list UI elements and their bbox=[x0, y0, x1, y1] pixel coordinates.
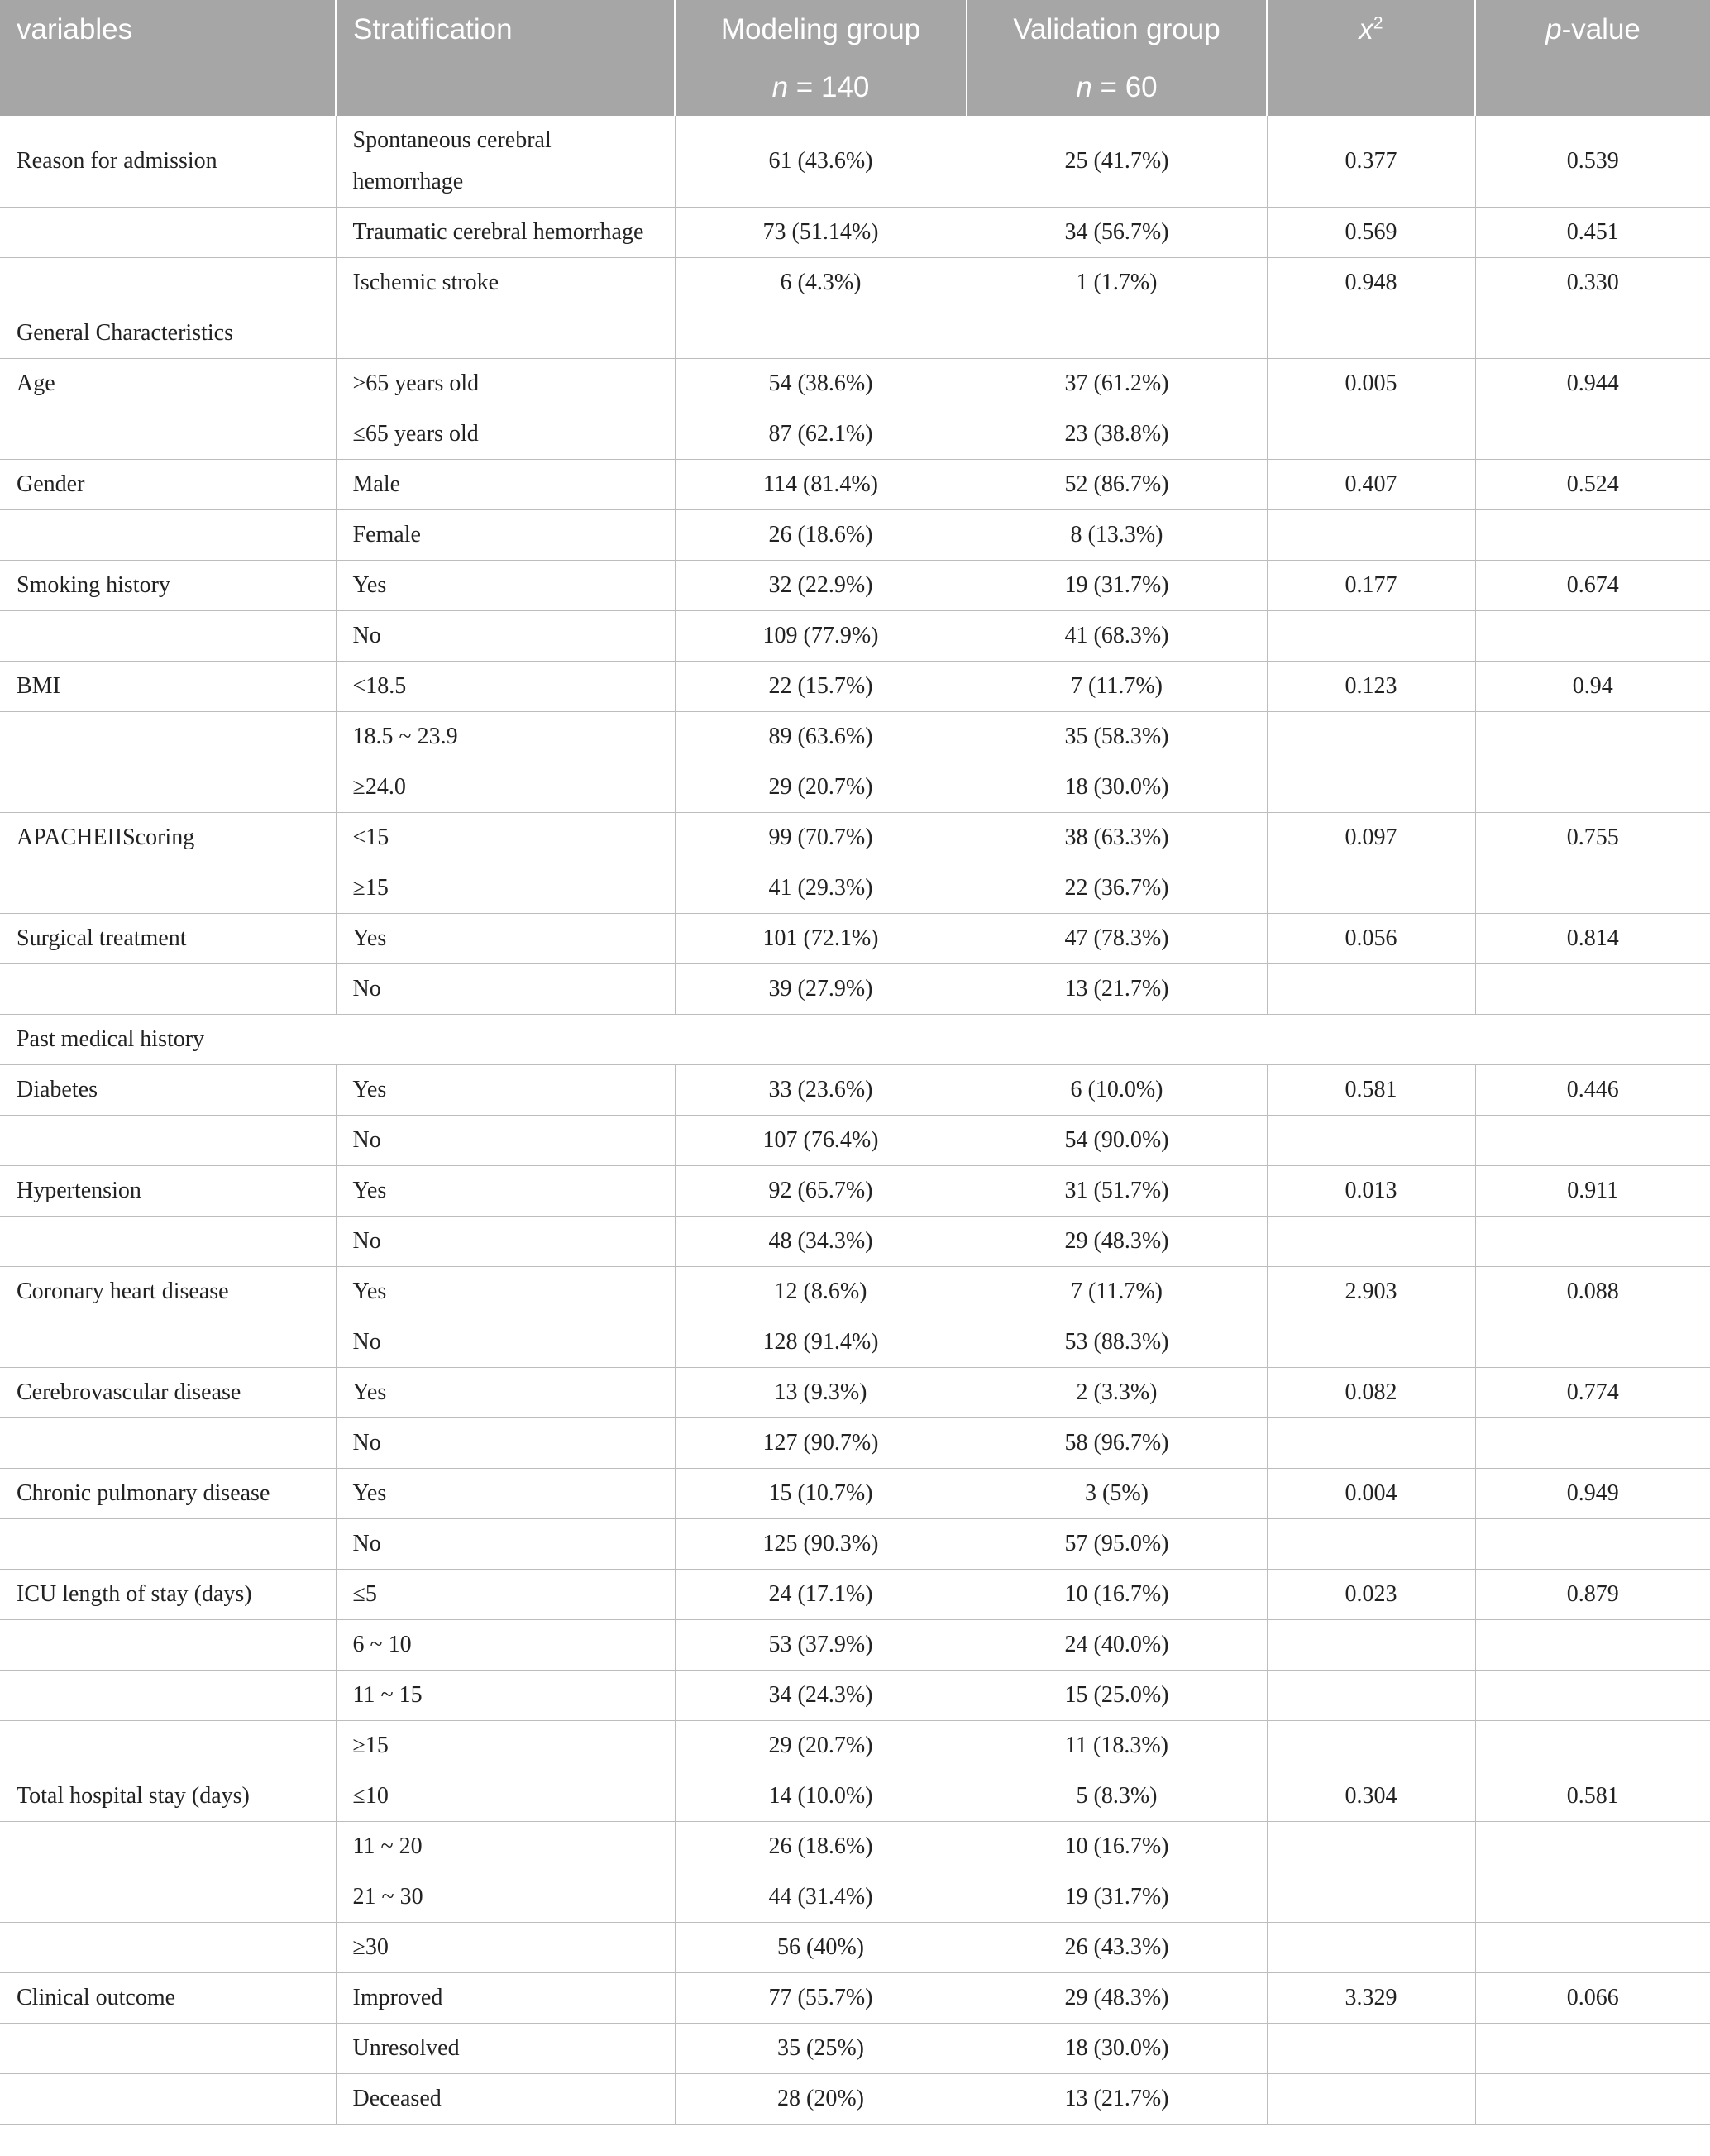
cell-validation: 7 (11.7%) bbox=[967, 1266, 1267, 1317]
cell-chi2: 0.013 bbox=[1267, 1165, 1475, 1216]
cell-stratification: ≤10 bbox=[336, 1771, 675, 1821]
cell-validation: 5 (8.3%) bbox=[967, 1771, 1267, 1821]
table-row bbox=[0, 116, 1710, 207]
cell-modeling: 34 (24.3%) bbox=[675, 1670, 967, 1720]
cell-validation: 15 (25.0%) bbox=[967, 1670, 1267, 1720]
cell-chi2 bbox=[1267, 509, 1475, 560]
cell-modeling: 125 (90.3%) bbox=[675, 1518, 967, 1569]
cell-stratification: No bbox=[336, 1115, 675, 1165]
cell-variable bbox=[0, 257, 336, 308]
cell-stratification: 6 ~ 10 bbox=[336, 1619, 675, 1670]
cell-p-value: 0.911 bbox=[1475, 1165, 1710, 1216]
table-row bbox=[0, 1165, 1710, 1216]
cell-modeling: 24 (17.1%) bbox=[675, 1569, 967, 1619]
cell-variable: General Characteristics bbox=[0, 308, 336, 358]
table-row bbox=[0, 257, 1710, 308]
cell-validation: 31 (51.7%) bbox=[967, 1165, 1267, 1216]
cell-chi2: 0.082 bbox=[1267, 1367, 1475, 1417]
cell-variable: Coronary heart disease bbox=[0, 1266, 336, 1317]
cell-stratification: 21 ~ 30 bbox=[336, 1872, 675, 1922]
cell-validation: 22 (36.7%) bbox=[967, 863, 1267, 913]
table-row bbox=[0, 1064, 1710, 1115]
cell-modeling: 44 (31.4%) bbox=[675, 1872, 967, 1922]
cell-stratification: 11 ~ 20 bbox=[336, 1821, 675, 1872]
cell-variable: APACHEIIScoring bbox=[0, 812, 336, 863]
table-row bbox=[0, 913, 1710, 963]
cell-modeling: 99 (70.7%) bbox=[675, 812, 967, 863]
cell-stratification: Unresolved bbox=[336, 2023, 675, 2073]
cell-stratification: Improved bbox=[336, 1972, 675, 2023]
cell-stratification: Yes bbox=[336, 913, 675, 963]
cell-validation: 53 (88.3%) bbox=[967, 1317, 1267, 1367]
cell-variable: Reason for admission bbox=[0, 116, 336, 207]
validation-n-letter: n bbox=[1076, 71, 1092, 104]
cell-validation: 52 (86.7%) bbox=[967, 459, 1267, 509]
header-n-empty-3 bbox=[1267, 60, 1475, 116]
cell-validation: 41 (68.3%) bbox=[967, 610, 1267, 661]
cell-p-value: 0.94 bbox=[1475, 661, 1710, 711]
cell-stratification: ≤5 bbox=[336, 1569, 675, 1619]
modeling-n-letter: n bbox=[771, 71, 789, 104]
cell-p-value: 0.774 bbox=[1475, 1367, 1710, 1417]
cell-validation: 37 (61.2%) bbox=[967, 358, 1267, 409]
cell-variable: ICU length of stay (days) bbox=[0, 1569, 336, 1619]
header-n-empty-4 bbox=[1475, 60, 1710, 116]
table-row bbox=[0, 863, 1710, 913]
cell-modeling: 35 (25%) bbox=[675, 2023, 967, 2073]
cell-stratification: Yes bbox=[336, 1367, 675, 1417]
cell-stratification: No bbox=[336, 963, 675, 1014]
cell-section-title: Past medical history bbox=[0, 1014, 1710, 1064]
cell-stratification: No bbox=[336, 610, 675, 661]
cell-variable bbox=[0, 1317, 336, 1367]
cell-validation: 47 (78.3%) bbox=[967, 913, 1267, 963]
cell-p-value: 0.949 bbox=[1475, 1468, 1710, 1518]
cell-p-value bbox=[1475, 2073, 1710, 2124]
cell-validation: 25 (41.7%) bbox=[967, 116, 1267, 207]
cell-p-value bbox=[1475, 308, 1710, 358]
cell-p-value bbox=[1475, 610, 1710, 661]
cell-stratification: Ischemic stroke bbox=[336, 257, 675, 308]
table-row bbox=[0, 1518, 1710, 1569]
table-row bbox=[0, 308, 1710, 358]
cell-validation: 13 (21.7%) bbox=[967, 963, 1267, 1014]
cell-modeling: 29 (20.7%) bbox=[675, 1720, 967, 1771]
table-row bbox=[0, 1569, 1710, 1619]
cell-stratification: 18.5 ~ 23.9 bbox=[336, 711, 675, 762]
cell-p-value bbox=[1475, 1518, 1710, 1569]
cell-validation: 34 (56.7%) bbox=[967, 207, 1267, 257]
cell-stratification: No bbox=[336, 1518, 675, 1569]
cell-variable bbox=[0, 1115, 336, 1165]
cell-variable bbox=[0, 1872, 336, 1922]
cell-p-value bbox=[1475, 1720, 1710, 1771]
cell-validation: 10 (16.7%) bbox=[967, 1821, 1267, 1872]
cell-stratification: ≥15 bbox=[336, 1720, 675, 1771]
cell-validation: 1 (1.7%) bbox=[967, 257, 1267, 308]
cell-chi2 bbox=[1267, 1317, 1475, 1367]
table-row bbox=[0, 1468, 1710, 1518]
cell-chi2 bbox=[1267, 1115, 1475, 1165]
cell-variable bbox=[0, 1922, 336, 1972]
cell-p-value: 0.330 bbox=[1475, 257, 1710, 308]
table-row bbox=[0, 1367, 1710, 1417]
cell-validation: 13 (21.7%) bbox=[967, 2073, 1267, 2124]
cell-stratification: Spontaneous cerebral hemorrhage bbox=[336, 116, 675, 207]
table-row bbox=[0, 560, 1710, 610]
cell-chi2: 0.097 bbox=[1267, 812, 1475, 863]
cell-stratification: No bbox=[336, 1417, 675, 1468]
table-row bbox=[0, 1115, 1710, 1165]
cell-stratification: Male bbox=[336, 459, 675, 509]
cell-p-value bbox=[1475, 409, 1710, 459]
cell-modeling: 33 (23.6%) bbox=[675, 1064, 967, 1115]
cell-variable: Total hospital stay (days) bbox=[0, 1771, 336, 1821]
table-row bbox=[0, 459, 1710, 509]
table-row bbox=[0, 1014, 1710, 1064]
modeling-n-value: = 140 bbox=[788, 71, 870, 104]
cell-chi2 bbox=[1267, 1821, 1475, 1872]
cell-chi2 bbox=[1267, 2073, 1475, 2124]
cell-stratification: Yes bbox=[336, 1468, 675, 1518]
cell-chi2: 3.329 bbox=[1267, 1972, 1475, 2023]
cell-variable bbox=[0, 711, 336, 762]
cell-chi2 bbox=[1267, 1216, 1475, 1266]
table-row bbox=[0, 207, 1710, 257]
cell-chi2: 2.903 bbox=[1267, 1266, 1475, 1317]
table-row bbox=[0, 1720, 1710, 1771]
cell-chi2 bbox=[1267, 963, 1475, 1014]
table-row bbox=[0, 1872, 1710, 1922]
cell-p-value: 0.674 bbox=[1475, 560, 1710, 610]
cell-stratification: Traumatic cerebral hemorrhage bbox=[336, 207, 675, 257]
cell-p-value: 0.451 bbox=[1475, 207, 1710, 257]
cell-validation bbox=[967, 308, 1267, 358]
cell-chi2 bbox=[1267, 1872, 1475, 1922]
cell-variable bbox=[0, 2023, 336, 2073]
cell-validation: 3 (5%) bbox=[967, 1468, 1267, 1518]
chi-superscript: 2 bbox=[1373, 13, 1383, 33]
cell-modeling: 6 (4.3%) bbox=[675, 257, 967, 308]
cell-p-value bbox=[1475, 963, 1710, 1014]
cell-modeling: 107 (76.4%) bbox=[675, 1115, 967, 1165]
cell-modeling: 39 (27.9%) bbox=[675, 963, 967, 1014]
cell-variable bbox=[0, 1417, 336, 1468]
cell-variable bbox=[0, 963, 336, 1014]
cell-modeling: 92 (65.7%) bbox=[675, 1165, 967, 1216]
cell-validation: 23 (38.8%) bbox=[967, 409, 1267, 459]
table-row bbox=[0, 661, 1710, 711]
cell-validation: 19 (31.7%) bbox=[967, 1872, 1267, 1922]
cell-variable bbox=[0, 1216, 336, 1266]
cell-variable bbox=[0, 1670, 336, 1720]
cell-variable bbox=[0, 1518, 336, 1569]
cell-chi2 bbox=[1267, 409, 1475, 459]
table-row bbox=[0, 762, 1710, 812]
cell-p-value bbox=[1475, 1115, 1710, 1165]
cell-chi2: 0.123 bbox=[1267, 661, 1475, 711]
cell-chi2: 0.948 bbox=[1267, 257, 1475, 308]
cell-validation: 19 (31.7%) bbox=[967, 560, 1267, 610]
cell-modeling: 26 (18.6%) bbox=[675, 1821, 967, 1872]
cell-variable: Age bbox=[0, 358, 336, 409]
cell-validation: 54 (90.0%) bbox=[967, 1115, 1267, 1165]
header-stratification: Stratification bbox=[336, 0, 675, 60]
cell-modeling: 101 (72.1%) bbox=[675, 913, 967, 963]
cell-stratification: Yes bbox=[336, 1064, 675, 1115]
chi-symbol: x bbox=[1359, 12, 1373, 45]
cell-variable bbox=[0, 1821, 336, 1872]
cell-variable: Diabetes bbox=[0, 1064, 336, 1115]
cell-p-value bbox=[1475, 762, 1710, 812]
header-n-empty-2 bbox=[336, 60, 675, 116]
cell-validation: 7 (11.7%) bbox=[967, 661, 1267, 711]
cell-variable: Gender bbox=[0, 459, 336, 509]
cell-validation: 35 (58.3%) bbox=[967, 711, 1267, 762]
header-p-value bbox=[1475, 0, 1710, 60]
cell-modeling: 56 (40%) bbox=[675, 1922, 967, 1972]
cell-chi2 bbox=[1267, 2023, 1475, 2073]
cell-chi2 bbox=[1267, 1922, 1475, 1972]
cell-stratification: ≤65 years old bbox=[336, 409, 675, 459]
cell-validation: 11 (18.3%) bbox=[967, 1720, 1267, 1771]
table-row bbox=[0, 610, 1710, 661]
cell-stratification: ≥15 bbox=[336, 863, 675, 913]
table-row bbox=[0, 1619, 1710, 1670]
cell-p-value bbox=[1475, 711, 1710, 762]
cell-chi2 bbox=[1267, 863, 1475, 913]
cell-p-value bbox=[1475, 1872, 1710, 1922]
cell-modeling: 15 (10.7%) bbox=[675, 1468, 967, 1518]
table-row bbox=[0, 1972, 1710, 2023]
cell-chi2: 0.581 bbox=[1267, 1064, 1475, 1115]
cell-stratification: ≥30 bbox=[336, 1922, 675, 1972]
cell-modeling: 54 (38.6%) bbox=[675, 358, 967, 409]
cell-modeling: 22 (15.7%) bbox=[675, 661, 967, 711]
cell-stratification: <15 bbox=[336, 812, 675, 863]
cell-validation: 6 (10.0%) bbox=[967, 1064, 1267, 1115]
cell-validation: 24 (40.0%) bbox=[967, 1619, 1267, 1670]
table-row bbox=[0, 509, 1710, 560]
cell-modeling: 13 (9.3%) bbox=[675, 1367, 967, 1417]
cell-modeling: 12 (8.6%) bbox=[675, 1266, 967, 1317]
cell-stratification: Yes bbox=[336, 1266, 675, 1317]
table-body bbox=[0, 116, 1710, 2124]
header-row bbox=[0, 0, 1710, 60]
cell-chi2 bbox=[1267, 1720, 1475, 1771]
cell-modeling: 48 (34.3%) bbox=[675, 1216, 967, 1266]
cell-variable bbox=[0, 2073, 336, 2124]
cell-p-value bbox=[1475, 1216, 1710, 1266]
cell-p-value bbox=[1475, 1922, 1710, 1972]
cell-stratification: Deceased bbox=[336, 2073, 675, 2124]
cell-variable bbox=[0, 1720, 336, 1771]
cell-chi2 bbox=[1267, 1417, 1475, 1468]
cell-validation: 29 (48.3%) bbox=[967, 1972, 1267, 2023]
cell-chi2: 0.004 bbox=[1267, 1468, 1475, 1518]
cell-modeling: 114 (81.4%) bbox=[675, 459, 967, 509]
cell-stratification: No bbox=[336, 1216, 675, 1266]
cell-validation: 18 (30.0%) bbox=[967, 2023, 1267, 2073]
cell-validation: 57 (95.0%) bbox=[967, 1518, 1267, 1569]
cell-variable: Cerebrovascular disease bbox=[0, 1367, 336, 1417]
cell-p-value: 0.088 bbox=[1475, 1266, 1710, 1317]
cell-p-value: 0.755 bbox=[1475, 812, 1710, 863]
table-row bbox=[0, 1771, 1710, 1821]
cell-p-value: 0.879 bbox=[1475, 1569, 1710, 1619]
p-value-suffix: -value bbox=[1561, 12, 1641, 45]
header-variables: variables bbox=[0, 0, 336, 60]
cell-variable bbox=[0, 762, 336, 812]
cell-modeling: 87 (62.1%) bbox=[675, 409, 967, 459]
cell-variable bbox=[0, 1619, 336, 1670]
cell-validation: 38 (63.3%) bbox=[967, 812, 1267, 863]
table-row bbox=[0, 812, 1710, 863]
header-chi-square bbox=[1267, 0, 1475, 60]
table-row bbox=[0, 1216, 1710, 1266]
cell-chi2 bbox=[1267, 711, 1475, 762]
cell-modeling: 14 (10.0%) bbox=[675, 1771, 967, 1821]
cell-validation: 2 (3.3%) bbox=[967, 1367, 1267, 1417]
cell-p-value bbox=[1475, 1670, 1710, 1720]
table-row bbox=[0, 1417, 1710, 1468]
header-modeling-n bbox=[675, 60, 967, 116]
cell-stratification: ≥24.0 bbox=[336, 762, 675, 812]
table-row bbox=[0, 1317, 1710, 1367]
table-row bbox=[0, 409, 1710, 459]
table-header bbox=[0, 0, 1710, 116]
cell-chi2 bbox=[1267, 1619, 1475, 1670]
cell-variable: Surgical treatment bbox=[0, 913, 336, 963]
cell-p-value bbox=[1475, 2023, 1710, 2073]
cell-stratification: No bbox=[336, 1317, 675, 1367]
cell-variable bbox=[0, 409, 336, 459]
cell-validation: 18 (30.0%) bbox=[967, 762, 1267, 812]
cell-p-value: 0.539 bbox=[1475, 116, 1710, 207]
cell-chi2 bbox=[1267, 762, 1475, 812]
header-n-empty-1 bbox=[0, 60, 336, 116]
cell-variable: Hypertension bbox=[0, 1165, 336, 1216]
cell-chi2: 0.177 bbox=[1267, 560, 1475, 610]
cell-chi2: 0.377 bbox=[1267, 116, 1475, 207]
table-row bbox=[0, 358, 1710, 409]
cell-modeling: 77 (55.7%) bbox=[675, 1972, 967, 2023]
cell-p-value: 0.814 bbox=[1475, 913, 1710, 963]
cell-modeling: 26 (18.6%) bbox=[675, 509, 967, 560]
header-validation-group: Validation group bbox=[967, 0, 1267, 60]
table-row bbox=[0, 1821, 1710, 1872]
cell-variable: BMI bbox=[0, 661, 336, 711]
cell-validation: 8 (13.3%) bbox=[967, 509, 1267, 560]
cell-chi2: 0.304 bbox=[1267, 1771, 1475, 1821]
cell-variable bbox=[0, 207, 336, 257]
table-row bbox=[0, 711, 1710, 762]
cell-chi2: 0.569 bbox=[1267, 207, 1475, 257]
table-row bbox=[0, 1670, 1710, 1720]
cell-modeling: 61 (43.6%) bbox=[675, 116, 967, 207]
cell-stratification: Female bbox=[336, 509, 675, 560]
cell-p-value bbox=[1475, 1619, 1710, 1670]
header-modeling-group: Modeling group bbox=[675, 0, 967, 60]
cell-modeling: 73 (51.14%) bbox=[675, 207, 967, 257]
cell-stratification: 11 ~ 15 bbox=[336, 1670, 675, 1720]
table-row bbox=[0, 1922, 1710, 1972]
cell-p-value bbox=[1475, 509, 1710, 560]
cell-p-value: 0.944 bbox=[1475, 358, 1710, 409]
cell-modeling: 29 (20.7%) bbox=[675, 762, 967, 812]
cell-chi2 bbox=[1267, 1670, 1475, 1720]
header-n-row bbox=[0, 60, 1710, 116]
cell-chi2 bbox=[1267, 610, 1475, 661]
p-letter: p bbox=[1545, 12, 1562, 45]
table-row bbox=[0, 2023, 1710, 2073]
cell-modeling bbox=[675, 308, 967, 358]
cell-stratification bbox=[336, 308, 675, 358]
cell-stratification: Yes bbox=[336, 560, 675, 610]
table-row bbox=[0, 2073, 1710, 2124]
cell-validation: 29 (48.3%) bbox=[967, 1216, 1267, 1266]
cell-chi2: 0.056 bbox=[1267, 913, 1475, 963]
cell-p-value: 0.446 bbox=[1475, 1064, 1710, 1115]
cell-variable: Chronic pulmonary disease bbox=[0, 1468, 336, 1518]
cell-p-value bbox=[1475, 1417, 1710, 1468]
cell-stratification: <18.5 bbox=[336, 661, 675, 711]
cell-validation: 58 (96.7%) bbox=[967, 1417, 1267, 1468]
cell-p-value: 0.066 bbox=[1475, 1972, 1710, 2023]
cell-validation: 26 (43.3%) bbox=[967, 1922, 1267, 1972]
header-validation-n bbox=[967, 60, 1267, 116]
cell-modeling: 41 (29.3%) bbox=[675, 863, 967, 913]
cell-modeling: 89 (63.6%) bbox=[675, 711, 967, 762]
cell-modeling: 128 (91.4%) bbox=[675, 1317, 967, 1367]
cell-modeling: 28 (20%) bbox=[675, 2073, 967, 2124]
cell-variable bbox=[0, 509, 336, 560]
cell-chi2 bbox=[1267, 1518, 1475, 1569]
cell-modeling: 109 (77.9%) bbox=[675, 610, 967, 661]
cell-chi2: 0.407 bbox=[1267, 459, 1475, 509]
cell-chi2 bbox=[1267, 308, 1475, 358]
cell-p-value bbox=[1475, 1317, 1710, 1367]
cell-modeling: 127 (90.7%) bbox=[675, 1417, 967, 1468]
cell-stratification: >65 years old bbox=[336, 358, 675, 409]
cell-variable bbox=[0, 610, 336, 661]
cell-p-value: 0.524 bbox=[1475, 459, 1710, 509]
cell-variable: Clinical outcome bbox=[0, 1972, 336, 2023]
cell-p-value bbox=[1475, 1821, 1710, 1872]
cell-modeling: 53 (37.9%) bbox=[675, 1619, 967, 1670]
table-row bbox=[0, 1266, 1710, 1317]
validation-n-value: = 60 bbox=[1091, 71, 1158, 104]
cell-stratification: Yes bbox=[336, 1165, 675, 1216]
cell-variable: Smoking history bbox=[0, 560, 336, 610]
cell-p-value bbox=[1475, 863, 1710, 913]
cell-variable bbox=[0, 863, 336, 913]
table-row bbox=[0, 963, 1710, 1014]
cell-chi2: 0.005 bbox=[1267, 358, 1475, 409]
cell-chi2: 0.023 bbox=[1267, 1569, 1475, 1619]
cell-validation: 10 (16.7%) bbox=[967, 1569, 1267, 1619]
cell-modeling: 32 (22.9%) bbox=[675, 560, 967, 610]
cell-p-value: 0.581 bbox=[1475, 1771, 1710, 1821]
